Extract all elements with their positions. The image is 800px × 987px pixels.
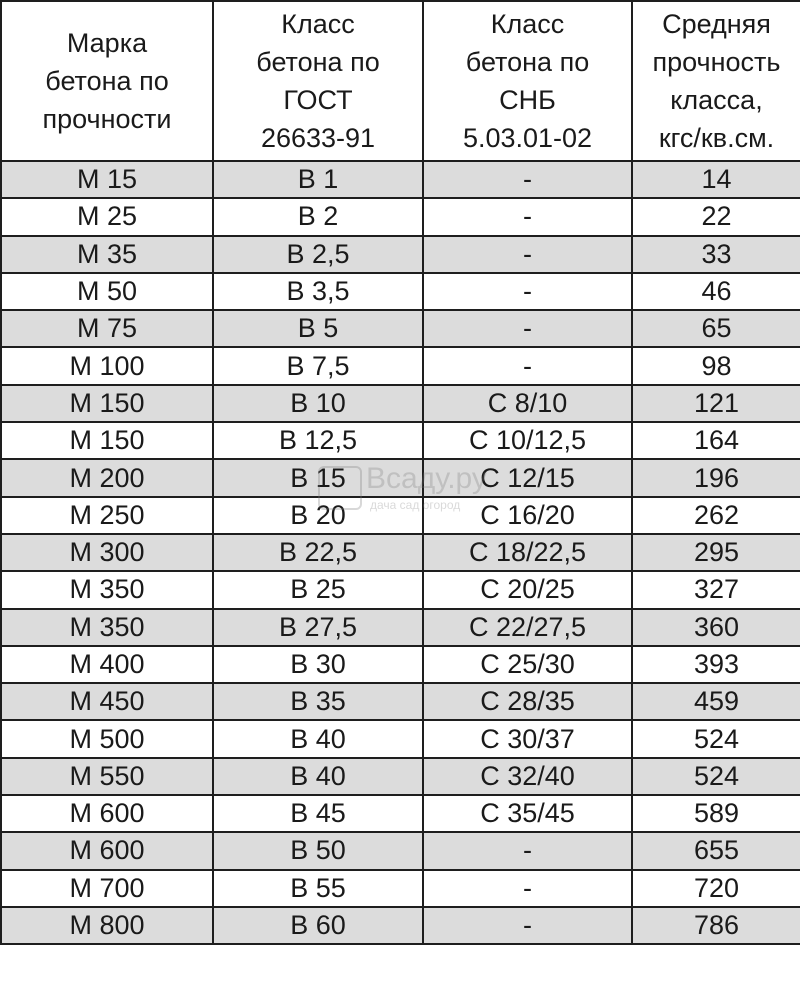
cell-avg-strength: 65 [632,310,800,347]
cell-gost-class: В 7,5 [213,347,423,384]
table-row [1,683,800,720]
cell-grade: М 450 [1,683,213,720]
cell-avg-strength: 524 [632,758,800,795]
table-row [1,571,800,608]
watermark-title: Всаду.ру [366,462,487,495]
cell-snb-class: С 18/22,5 [423,534,632,571]
cell-gost-class: В 22,5 [213,534,423,571]
cell-snb-class: - [423,161,632,198]
cell-avg-strength: 393 [632,646,800,683]
table-header [1,1,800,161]
cell-grade: М 50 [1,273,213,310]
cell-grade: М 300 [1,534,213,571]
cell-grade: М 75 [1,310,213,347]
cell-gost-class: В 40 [213,758,423,795]
cell-gost-class: В 5 [213,310,423,347]
cell-gost-class: В 45 [213,795,423,832]
header-row [1,1,800,161]
cell-avg-strength: 121 [632,385,800,422]
cell-avg-strength: 295 [632,534,800,571]
cell-avg-strength: 33 [632,236,800,273]
cell-grade: М 350 [1,609,213,646]
table-row [1,534,800,571]
cell-snb-class: - [423,310,632,347]
table-row [1,758,800,795]
cell-avg-strength: 459 [632,683,800,720]
table-row [1,347,800,384]
cell-snb-class: С 16/20 [423,497,632,534]
cell-avg-strength: 589 [632,795,800,832]
cell-gost-class: В 55 [213,870,423,907]
watermark-subtitle: дача сад огород [370,498,461,512]
cell-grade: М 150 [1,422,213,459]
table-row [1,422,800,459]
cell-snb-class: - [423,907,632,944]
cell-gost-class: В 1 [213,161,423,198]
cell-avg-strength: 786 [632,907,800,944]
cell-snb-class: - [423,870,632,907]
table-row [1,273,800,310]
table-row [1,310,800,347]
cell-snb-class: С 32/40 [423,758,632,795]
cell-snb-class: - [423,273,632,310]
cell-grade: М 250 [1,497,213,534]
cell-grade: М 25 [1,198,213,235]
table-row [1,907,800,944]
cell-grade: М 35 [1,236,213,273]
cell-grade: М 600 [1,832,213,869]
cell-gost-class: В 2,5 [213,236,423,273]
cell-snb-class: - [423,832,632,869]
header-avg-strength: Средняя прочность класса, кгс/кв.см. [632,1,800,161]
cell-grade: М 550 [1,758,213,795]
cell-gost-class: В 60 [213,907,423,944]
cell-avg-strength: 327 [632,571,800,608]
table-row [1,236,800,273]
cell-grade: М 200 [1,459,213,496]
cell-gost-class: В 15 [213,459,423,496]
cell-avg-strength: 655 [632,832,800,869]
cell-grade: М 15 [1,161,213,198]
cell-grade: М 100 [1,347,213,384]
cell-avg-strength: 46 [632,273,800,310]
cell-snb-class: С 25/30 [423,646,632,683]
cell-snb-class: С 30/37 [423,720,632,757]
cell-gost-class: В 30 [213,646,423,683]
cell-grade: М 500 [1,720,213,757]
cell-grade: М 150 [1,385,213,422]
table-row [1,497,800,534]
table-row [1,609,800,646]
cell-avg-strength: 164 [632,422,800,459]
cell-snb-class: С 35/45 [423,795,632,832]
cell-snb-class: С 20/25 [423,571,632,608]
cell-grade: М 600 [1,795,213,832]
table-row [1,832,800,869]
cell-avg-strength: 262 [632,497,800,534]
cell-gost-class: В 35 [213,683,423,720]
cell-snb-class: С 22/27,5 [423,609,632,646]
table-row [1,385,800,422]
cell-gost-class: В 40 [213,720,423,757]
table-row [1,646,800,683]
cell-gost-class: В 10 [213,385,423,422]
cell-avg-strength: 360 [632,609,800,646]
cell-gost-class: В 12,5 [213,422,423,459]
table-row [1,795,800,832]
cell-snb-class: С 10/12,5 [423,422,632,459]
cell-snb-class: С 12/15 [423,459,632,496]
cell-avg-strength: 22 [632,198,800,235]
table-row [1,720,800,757]
cell-grade: М 700 [1,870,213,907]
cell-gost-class: В 25 [213,571,423,608]
table-row [1,459,800,496]
table-row [1,198,800,235]
header-snb-class: Класс бетона по СНБ 5.03.01-02 [423,1,632,161]
cell-grade: М 400 [1,646,213,683]
cell-grade: М 800 [1,907,213,944]
header-gost-class: Класс бетона по ГОСТ 26633-91 [213,1,423,161]
cell-gost-class: В 2 [213,198,423,235]
cell-avg-strength: 98 [632,347,800,384]
cell-avg-strength: 524 [632,720,800,757]
cell-snb-class: С 8/10 [423,385,632,422]
cell-snb-class: - [423,236,632,273]
cell-snb-class: - [423,198,632,235]
cell-gost-class: В 27,5 [213,609,423,646]
cell-snb-class: С 28/35 [423,683,632,720]
header-grade: Марка бетона по прочности [1,1,213,161]
cell-snb-class: - [423,347,632,384]
cell-avg-strength: 720 [632,870,800,907]
table-row [1,161,800,198]
cell-avg-strength: 196 [632,459,800,496]
cell-gost-class: В 50 [213,832,423,869]
table-body [1,161,800,944]
cell-avg-strength: 14 [632,161,800,198]
cell-gost-class: В 3,5 [213,273,423,310]
table-row [1,870,800,907]
cell-gost-class: В 20 [213,497,423,534]
cell-grade: М 350 [1,571,213,608]
